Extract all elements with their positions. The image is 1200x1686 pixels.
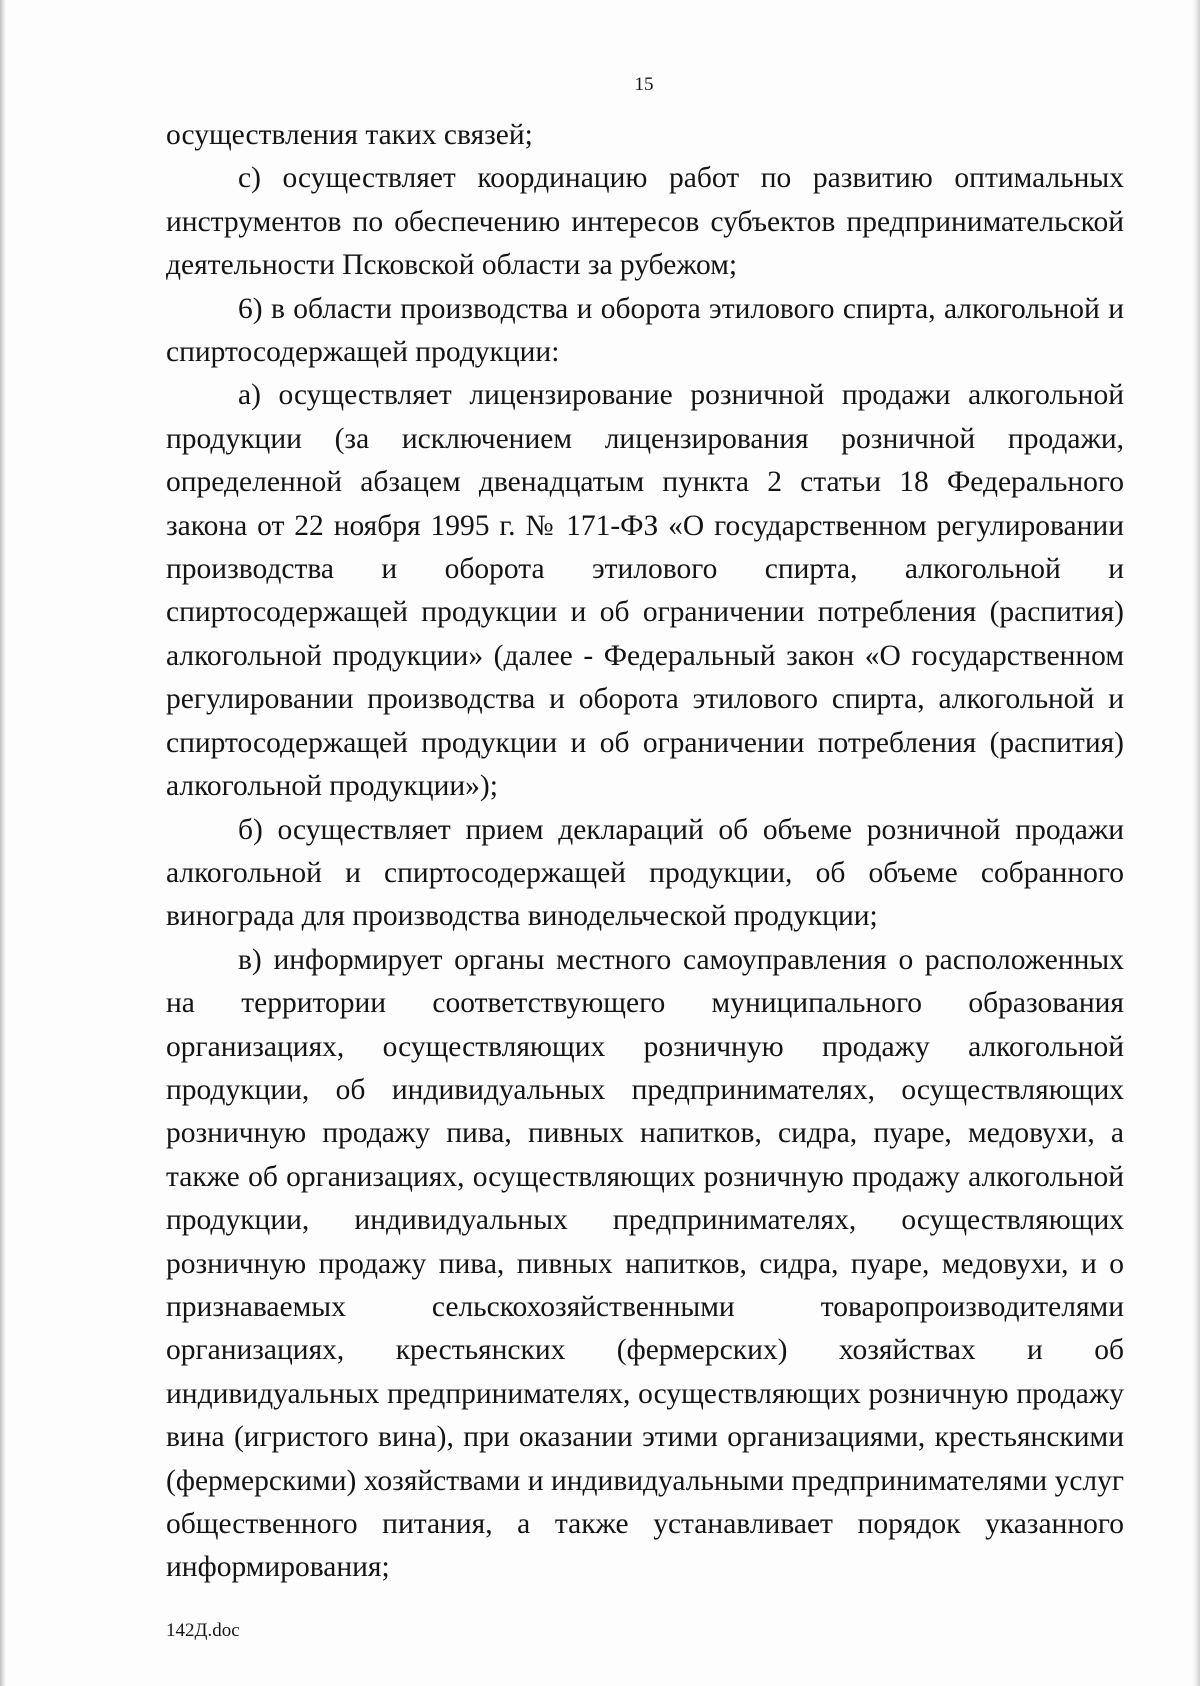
- paragraph-continuation: осуществления таких связей;: [166, 119, 533, 151]
- paragraph-item-v: в) информирует органы местного самоуправления о расположенных на территории соответствующего муниципального образования организациях, осуществляющих розничную продажу алкогольной продукции, об индивидуальных предпринимателях, осуществляющих розничную продажу пива, пивных напитков, сидра, пуаре, медовухи, а также об организациях, осуществляющих розничную продажу алкогольной продукции, индивидуальных предпринимателях, осуществляющих розничную продажу пива, пивных напитков, сидра, пуаре, медовухи, и о признаваемых сельскохозяйственными товаропроизводителями организациях, крестьянских (фермерских) хозяйствах и об индивидуальных предпринимателях, осуществляющих розничную продажу вина (игристого вина), при оказании этими организациями, крестьянскими (фермерскими) хозяйствами и индивидуальными предпринимателями услуг общественного питания, а также устанавливает порядок указанного информирования;: [166, 943, 1124, 1584]
- paragraph-item-c: с) осуществляет координацию работ по развитию оптимальных инструментов по обеспечению интересов субъектов предпринимательской деятельности Псковской области за рубежом;: [166, 162, 1124, 282]
- page-number: 15: [634, 74, 654, 95]
- paragraph-section-6: 6) в области производства и оборота этилового спирта, алкогольной и спиртосодержащей продукции:: [166, 292, 1124, 369]
- scan-edge-left: [0, 0, 6, 1686]
- paragraph-item-a: а) осуществляет лицензирование розничной продажи алкогольной продукции (за исключением лицензирования розничной продажи, определенной абзацем двенадцатым пункта 2 статьи 18 Федерального закона от 22 ноября 1995 г. № 171-ФЗ «О государственном регулировании производства и оборота этилового спирта, алкогольной и спиртосодержащей продукции и об ограничении потребления (распития) алкогольной продукции» (далее - Федеральный закон «О государственном регулировании производства и оборота этилового спирта, алкогольной и спиртосодержащей продукции и об ограничении потребления (распития) алкогольной продукции»);: [166, 379, 1124, 803]
- footer-file-name: 142Д.doc: [166, 1620, 240, 1641]
- scan-edge-right: [1192, 0, 1200, 1686]
- document-body: [166, 114, 1124, 1590]
- paragraph-item-b: б) осуществляет прием деклараций об объеме розничной продажи алкогольной и спиртосодержащей продукции, об объеме собранного винограда для производства винодельческой продукции;: [166, 813, 1124, 933]
